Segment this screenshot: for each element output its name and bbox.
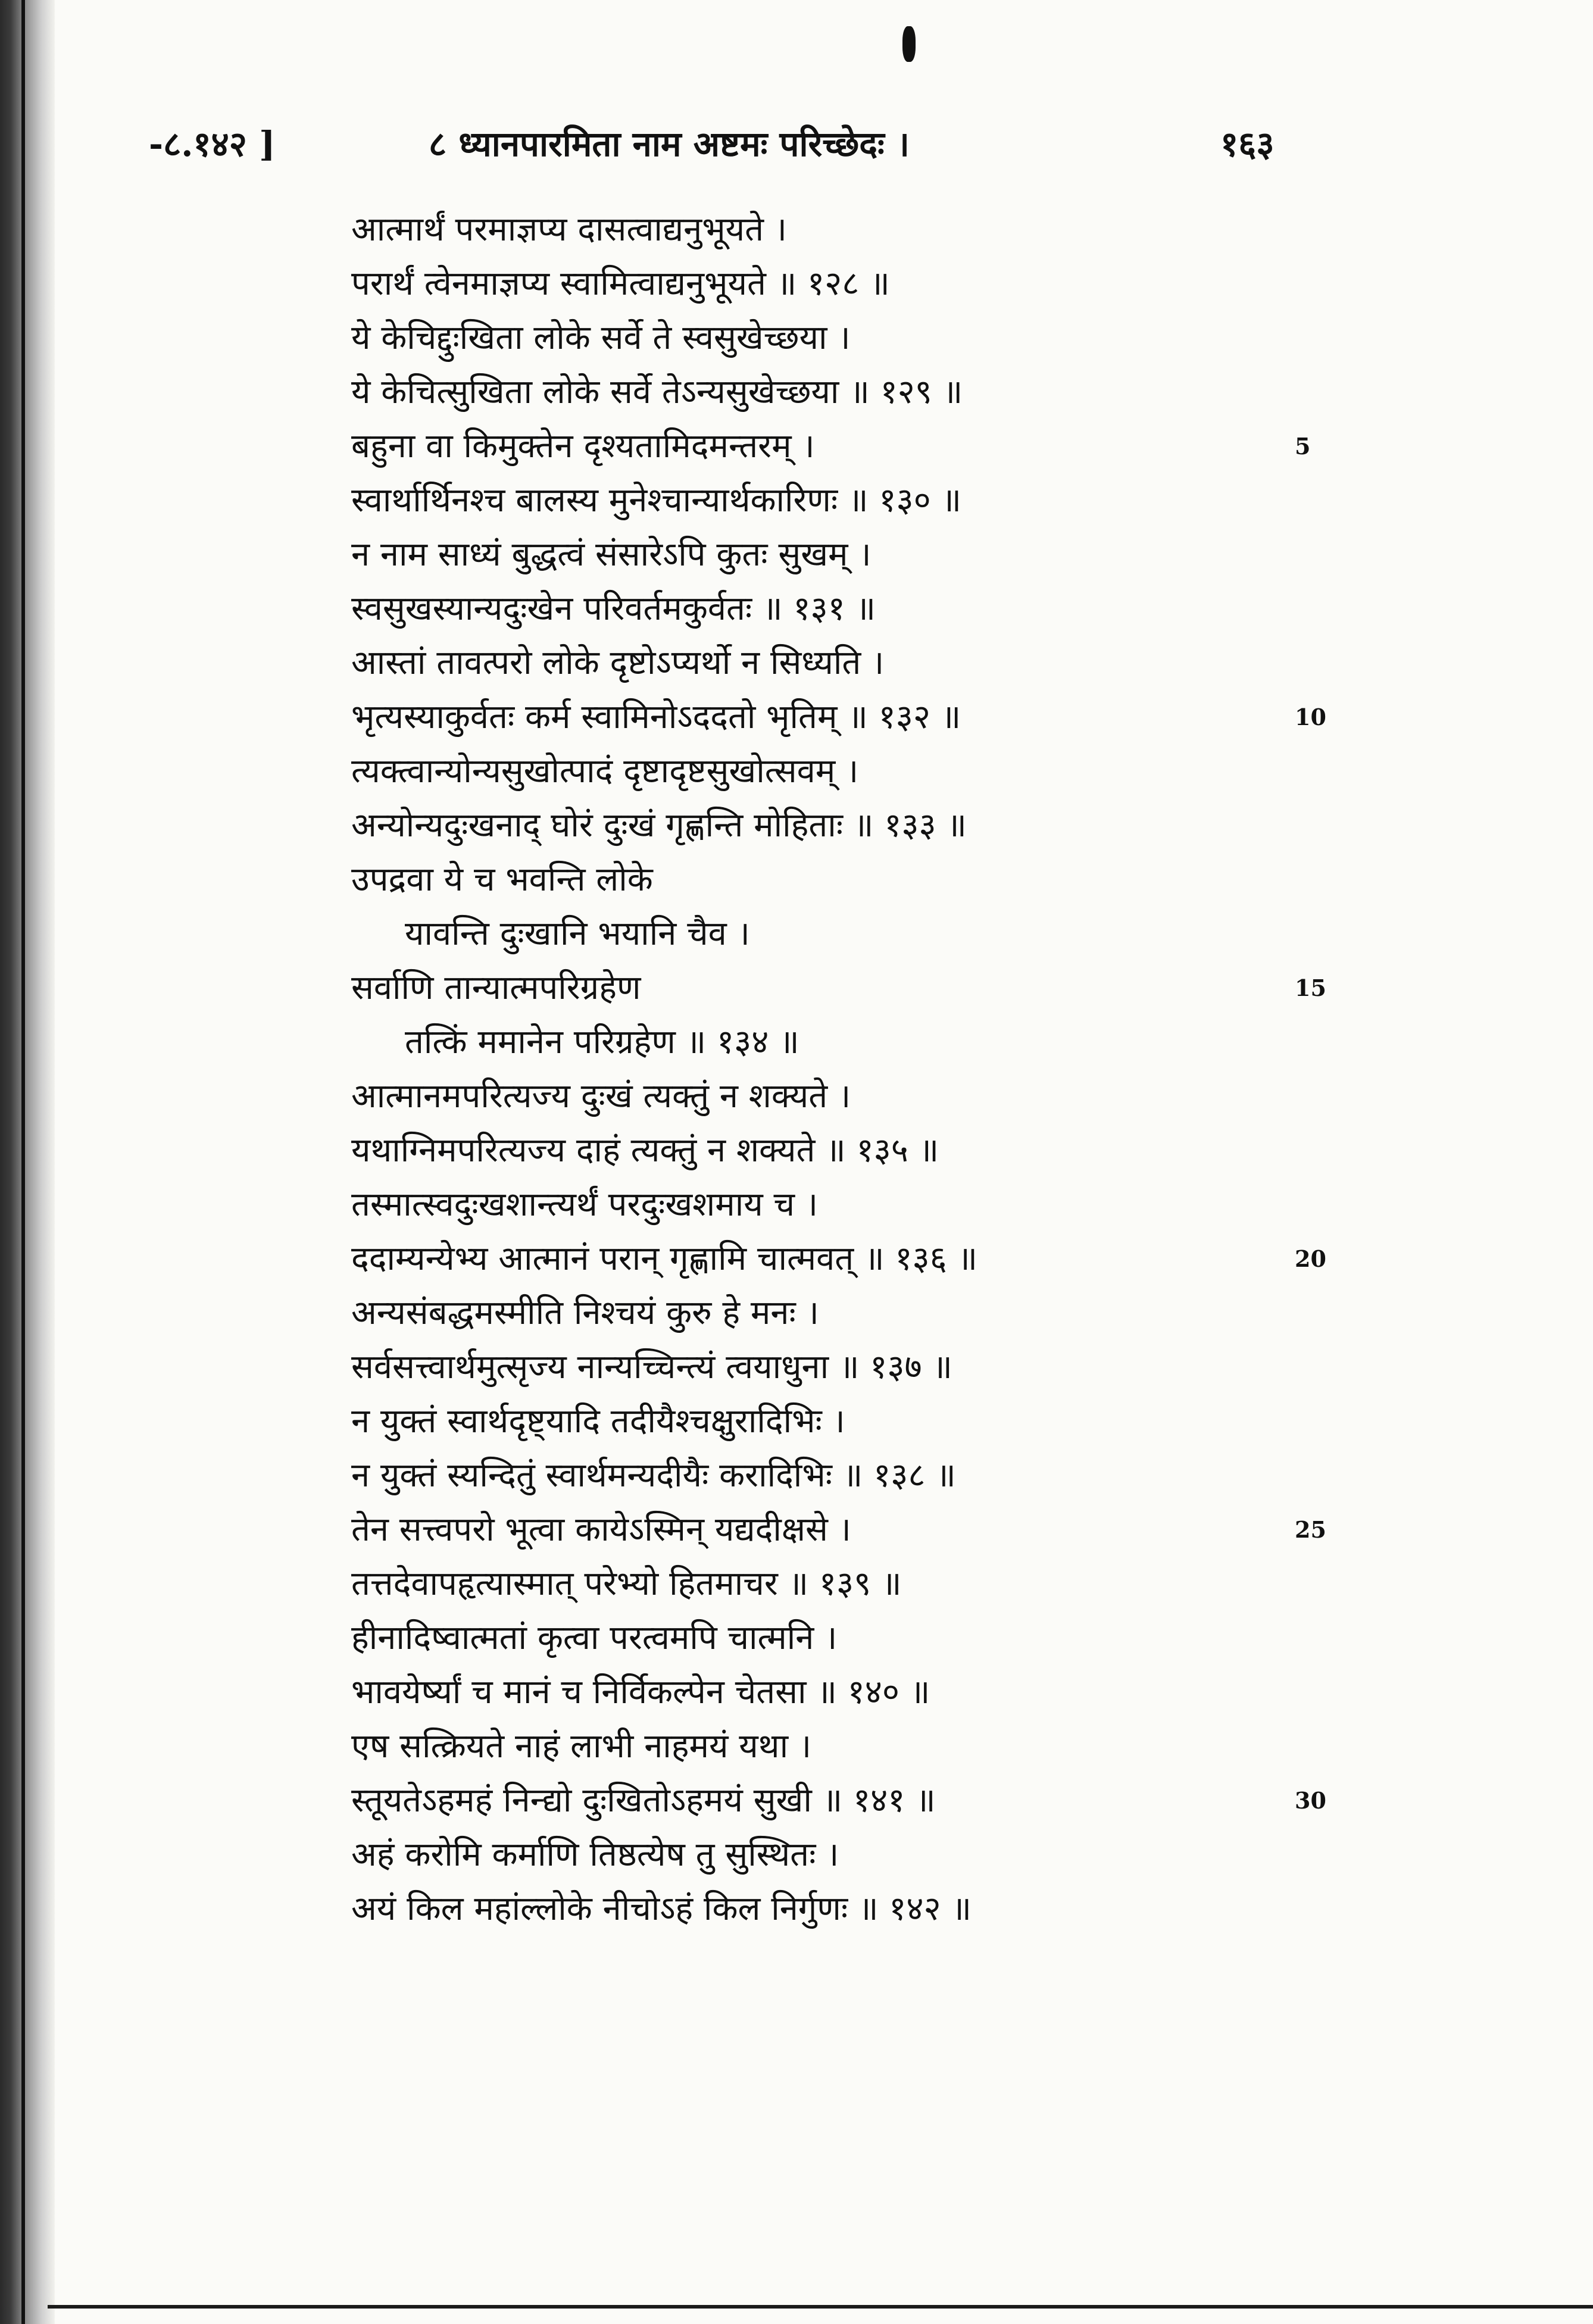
verse-line: न युक्तं स्वार्थदृष्ट्यादि तदीयैश्चक्षुरादिभिः । xyxy=(351,1402,845,1441)
verse-line: अयं किल महांल्लोके नीचोऽहं किल निर्गुणः ॥ १४२ ॥ xyxy=(351,1889,972,1928)
binding-edge xyxy=(0,0,55,2324)
header-chapter-title: ८ ध्यानपारमिता नाम अष्टमः परिच्छेदः । xyxy=(429,124,910,164)
page-number: १६३ xyxy=(1220,124,1275,164)
ink-blot xyxy=(902,26,916,62)
verse-line: ये केचित्सुखिता लोके सर्वे तेऽन्यसुखेच्छया ॥ १२९ ॥ xyxy=(351,373,963,411)
verse-line: ददाम्यन्येभ्य आत्मानं परान् गृह्णामि चात्मवत् ॥ १३६ ॥ xyxy=(351,1239,978,1278)
margin-line-number: 20 xyxy=(1295,1245,1326,1272)
verse-line: यावन्ति दुःखानि भयानि चैव । xyxy=(405,914,750,953)
verse-line: न नाम साध्यं बुद्धत्वं संसारेऽपि कुतः सुखम् । xyxy=(351,535,872,574)
margin-line-number: 5 xyxy=(1295,433,1311,460)
binding-shadow-line xyxy=(21,0,25,2324)
verse-line: ये केचिद्दुःखिता लोके सर्वे ते स्वसुखेच्छया । xyxy=(351,318,851,357)
verse-line: अहं करोमि कर्माणि तिष्ठत्येष तु सुस्थितः । xyxy=(351,1835,839,1874)
verse-line: आस्तां तावत्परो लोके दृष्टोऽप्यर्थो न सिध्यति । xyxy=(351,644,885,682)
verse-line: अन्यसंबद्धमस्मीति निश्चयं कुरु हे मनः । xyxy=(351,1294,819,1332)
verse-line: न युक्तं स्यन्दितुं स्वार्थमन्यदीयैः करादिभिः ॥ १३८ ॥ xyxy=(351,1456,956,1495)
verse-line: तत्किं ममानेन परिग्रहेण ॥ १३४ ॥ xyxy=(405,1023,799,1061)
verse-line: भावयेर्ष्यां च मानं च निर्विकल्पेन चेतसा ॥ १४० ॥ xyxy=(351,1673,930,1711)
verse-line: अन्योन्यदुःखनाद् घोरं दुःखं गृह्णन्ति मोहिताः ॥ १३३ ॥ xyxy=(351,806,967,845)
margin-line-number: 25 xyxy=(1295,1516,1326,1543)
verse-line: सर्वाणि तान्यात्मपरिग्रहेण xyxy=(351,969,641,1007)
margin-line-number: 10 xyxy=(1295,704,1326,730)
verse-line: आत्मार्थं परमाज्ञप्य दासत्वाद्यनुभूयते । xyxy=(351,210,788,249)
verse-line: उपद्रवा ये च भवन्ति लोके xyxy=(351,860,653,899)
verse-line: परार्थं त्वेनमाज्ञप्य स्वामित्वाद्यनुभूयते ॥ १२८ ॥ xyxy=(351,264,890,303)
verse-line: तत्तदेवापहृत्यास्मात् परेभ्यो हितमाचर ॥ १३९ ॥ xyxy=(351,1564,902,1603)
verse-line: आत्मानमपरित्यज्य दुःखं त्यक्तुं न शक्यते । xyxy=(351,1077,851,1116)
verse-line: हीनादिष्वात्मतां कृत्वा परत्वमपि चात्मनि । xyxy=(351,1619,838,1657)
margin-line-number: 15 xyxy=(1295,974,1326,1001)
verse-line: सर्वसत्त्वार्थमुत्सृज्य नान्यच्चिन्त्यं त्वयाधुना ॥ १३७ ॥ xyxy=(351,1348,952,1386)
verse-line: एष सत्क्रियते नाहं लाभी नाहमयं यथा । xyxy=(351,1727,812,1766)
verse-line: बहुना वा किमुक्तेन दृश्यतामिदमन्तरम् । xyxy=(351,427,815,466)
header-verse-range: -८.१४२ ] xyxy=(149,124,276,164)
verse-line: स्वसुखस्यान्यदुःखेन परिवर्तमकुर्वतः ॥ १३१ ॥ xyxy=(351,589,876,628)
verse-block xyxy=(351,202,1423,1936)
verse-line: तेन सत्त्वपरो भूत्वा कायेऽस्मिन् यद्यदीक्षसे । xyxy=(351,1510,851,1549)
verse-line: स्वार्थार्थिनश्च बालस्य मुनेश्चान्यार्थकारिणः ॥ १३० ॥ xyxy=(351,481,962,520)
verse-line: स्तूयतेऽहमहं निन्द्यो दुःखितोऽहमयं सुखी ॥ १४१ ॥ xyxy=(351,1781,936,1820)
verse-line: त्यक्त्वान्योन्यसुखोत्पादं दृष्टादृष्टसुखोत्सवम् । xyxy=(351,752,859,791)
verse-line: तस्मात्स्वदुःखशान्त्यर्थं परदुःखशमाय च । xyxy=(351,1185,819,1224)
verse-line: यथाग्निमपरित्यज्य दाहं त्यक्तुं न शक्यते ॥ १३५ ॥ xyxy=(351,1131,939,1170)
verse-line: भृत्यस्याकुर्वतः कर्म स्वामिनोऽददतो भृतिम् ॥ १३२ ॥ xyxy=(351,698,961,736)
margin-line-number: 30 xyxy=(1295,1787,1326,1814)
bottom-edge-rule xyxy=(48,2305,1593,2309)
running-header xyxy=(0,119,1593,173)
